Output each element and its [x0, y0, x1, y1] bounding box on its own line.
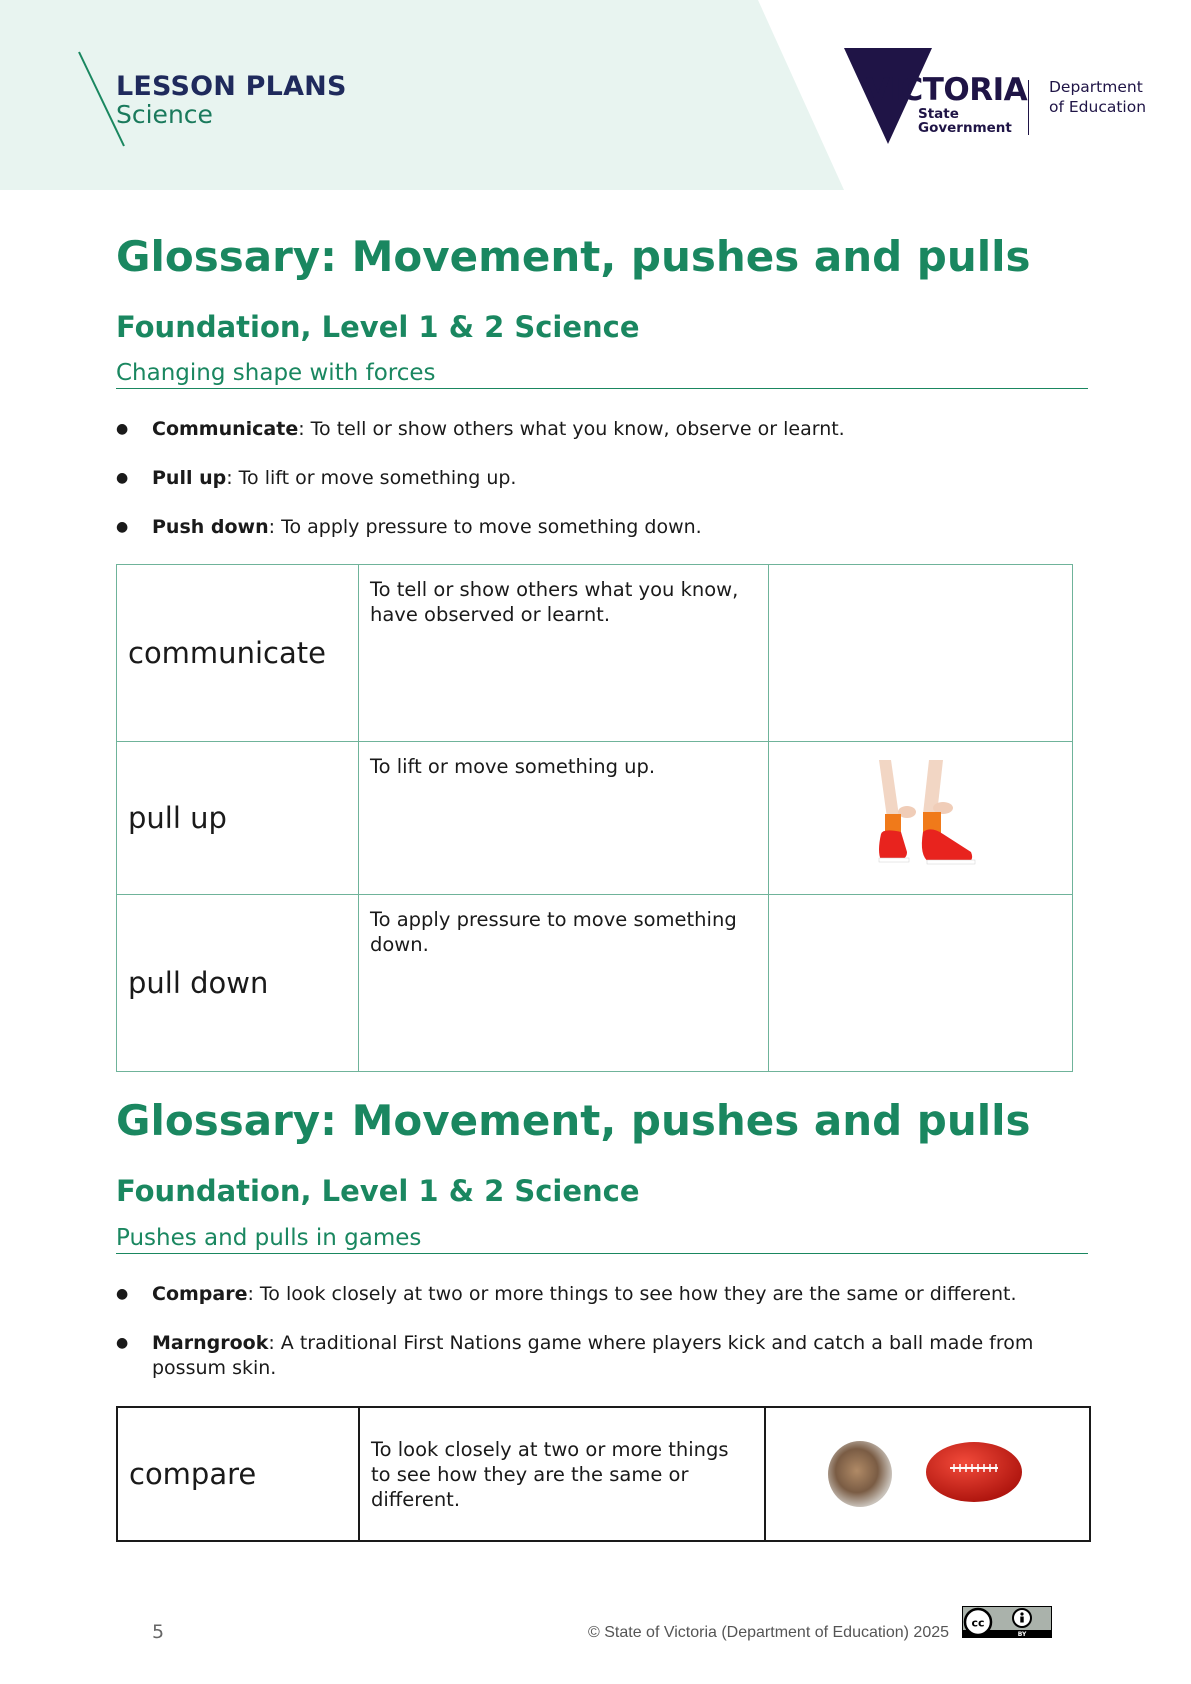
- ball-comparison-image: [818, 1432, 1038, 1512]
- bullet-term: Communicate: [152, 418, 299, 440]
- glossary-definition: To apply pressure to move something down.: [359, 895, 769, 1072]
- glossary-definition: To look closely at two or more things to see how they are the same or different.: [359, 1407, 765, 1541]
- bullet-text: : To apply pressure to move something down.: [268, 516, 702, 538]
- section1-title: Glossary: Movement, pushes and pulls: [116, 232, 1031, 281]
- section1-bullet-list: [116, 417, 1076, 540]
- list-item: [116, 515, 1076, 540]
- glossary-term: pull up: [117, 742, 359, 895]
- section2-topic: Pushes and pulls in games: [116, 1225, 1088, 1254]
- glossary-image-cell: [769, 895, 1073, 1072]
- section2-glossary-table: [116, 1406, 1091, 1542]
- red-sneakers-image: [851, 756, 991, 876]
- table-row: [117, 1407, 1090, 1541]
- gov-logo-line1: State: [918, 106, 959, 122]
- section2-bullet-list: [116, 1282, 1076, 1381]
- gov-logo-text: [918, 107, 1012, 135]
- bullet-text: : To tell or show others what you know, observe or learnt.: [298, 418, 845, 440]
- bullet-text: : To look closely at two or more things to see how they are the same or different.: [247, 1283, 1017, 1305]
- bullet-term: Push down: [152, 516, 269, 538]
- glossary-image-cell: [769, 565, 1073, 742]
- brand-logo: [116, 72, 347, 128]
- dept-line1: Department: [1049, 78, 1143, 96]
- page-number: 5: [152, 1621, 165, 1643]
- glossary-image-cell: [765, 1407, 1090, 1541]
- list-item: [116, 1331, 1076, 1381]
- bullet-term: Marngrook: [152, 1332, 269, 1354]
- list-item: [116, 417, 1076, 442]
- possum-skin-ball: [828, 1441, 892, 1507]
- table-row: [117, 895, 1073, 1072]
- football: [926, 1442, 1022, 1502]
- cc-by-icon: [962, 1606, 1052, 1638]
- list-item: [116, 1282, 1076, 1307]
- table-row: [117, 565, 1073, 742]
- svg-text:cc: cc: [971, 1616, 985, 1630]
- logo-divider: [1028, 80, 1029, 135]
- brand-subtitle: Science: [116, 100, 213, 129]
- section1-glossary-table: [116, 564, 1073, 1072]
- brand-title: LESSON PLANS: [116, 71, 347, 102]
- section1-subtitle: Foundation, Level 1 & 2 Science: [116, 310, 640, 344]
- glossary-term: communicate: [117, 565, 359, 742]
- section1-topic: Changing shape with forces: [116, 360, 1088, 389]
- gov-logo-line2: Government: [918, 120, 1012, 136]
- glossary-term: pull down: [117, 895, 359, 1072]
- table-row: [117, 742, 1073, 895]
- glossary-definition: To tell or show others what you know, have observed or learnt.: [359, 565, 769, 742]
- section2-title: Glossary: Movement, pushes and pulls: [116, 1096, 1031, 1145]
- section2-subtitle: Foundation, Level 1 & 2 Science: [116, 1174, 640, 1208]
- dept-line2: of Education: [1049, 98, 1147, 116]
- svg-text:BY: BY: [1017, 1631, 1027, 1638]
- bullet-term: Pull up: [152, 467, 227, 489]
- bullet-text: : A traditional First Nations game where players kick and catch a ball made from possum skin.: [152, 1332, 1034, 1379]
- list-item: [116, 466, 1076, 491]
- department-name: [1049, 77, 1146, 117]
- glossary-definition: To lift or move something up.: [359, 742, 769, 895]
- bullet-text: : To lift or move something up.: [226, 467, 517, 489]
- bullet-term: Compare: [152, 1283, 248, 1305]
- copyright-notice: © State of Victoria (Department of Education) 2025: [588, 1624, 950, 1641]
- victoria-wordmark: VICTORIA: [866, 72, 1028, 108]
- glossary-term: compare: [117, 1407, 359, 1541]
- glossary-image-cell: [769, 742, 1073, 895]
